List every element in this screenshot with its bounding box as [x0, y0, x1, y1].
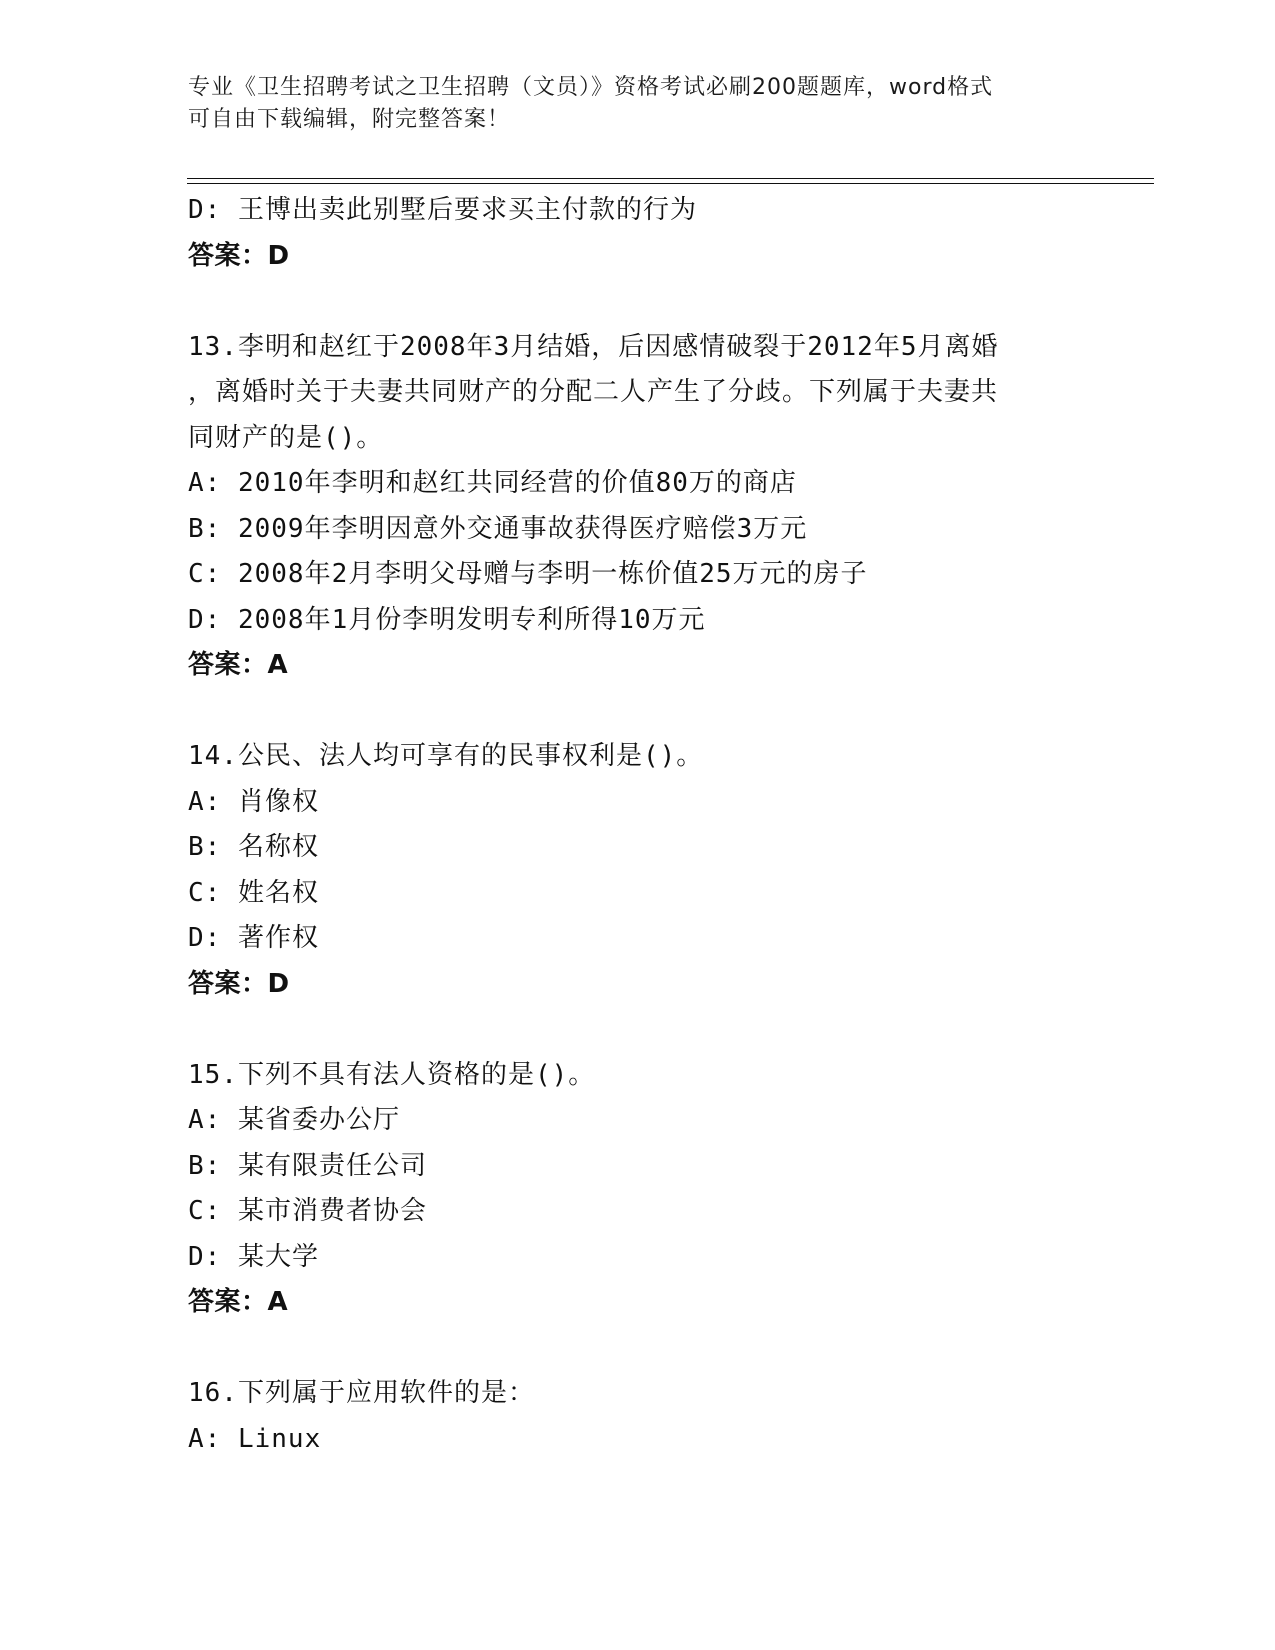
question-16-option-a: A: Linux: [188, 1423, 322, 1454]
question-14-option-b: B: 名称权: [188, 832, 319, 862]
question-13-answer: 答案：A: [188, 650, 289, 680]
header-divider-bottom: [187, 183, 1154, 184]
question-list: [188, 188, 1088, 1462]
question-14-answer: 答案：D: [188, 968, 290, 999]
question-13: [188, 325, 1088, 689]
question-14-option-c: C: 姓名权: [188, 877, 319, 908]
page-header: [188, 72, 1088, 136]
question-15-stem: 15.下列不具有法人资格的是()。: [188, 1059, 596, 1090]
question-13-option-a: A: 2010年李明和赵红共同经营的价值80万的商店: [188, 468, 797, 498]
question-15-option-a: A: 某省委办公厅: [188, 1105, 400, 1135]
question-14: [188, 734, 1088, 1007]
question-13-option-b: B: 2009年李明因意外交通事故获得医疗赔偿3万元: [188, 513, 808, 544]
question-13-stem-line-3: 同财产的是()。: [188, 422, 384, 453]
question-16-stem: 16.下列属于应用软件的是：: [188, 1378, 535, 1408]
spacer: [188, 1326, 1088, 1372]
question-13-option-d: D: 2008年1月份李明发明专利所得10万元: [188, 604, 706, 635]
question-15: [188, 1053, 1088, 1326]
question-13-stem-line-1: 13.李明和赵红于2008年3月结婚，后因感情破裂于2012年5月离婚: [188, 331, 999, 362]
header-divider-top: [187, 178, 1154, 179]
question-14-option-a: A: 肖像权: [188, 786, 319, 817]
question-12-tail: [188, 188, 1088, 279]
question-15-option-d: D: 某大学: [188, 1241, 319, 1272]
question-13-stem-line-2: ，离婚时关于夫妻共同财产的分配二人产生了分歧。下列属于夫妻共: [188, 377, 999, 407]
question-14-option-d: D: 著作权: [188, 923, 319, 953]
question-12-answer: 答案：D: [188, 240, 290, 271]
header-title-line-1: 专业《卫生招聘考试之卫生招聘（文员）》资格考试必刷200题题库，word格式: [188, 75, 994, 100]
question-13-option-c: C: 2008年2月李明父母赠与李明一栋价值25万元的房子: [188, 559, 868, 589]
header-title-line-2: 可自由下载编辑，附完整答案！: [188, 107, 511, 132]
question-14-stem: 14.公民、法人均可享有的民事权利是()。: [188, 741, 704, 771]
spacer: [188, 1007, 1088, 1053]
spacer: [188, 279, 1088, 325]
question-12-option-d: D: 王博出卖此别墅后要求买主付款的行为: [188, 195, 697, 225]
question-15-option-b: B: 某有限责任公司: [188, 1150, 427, 1181]
question-16: [188, 1371, 1088, 1462]
question-15-answer: 答案：A: [188, 1287, 289, 1317]
spacer: [188, 689, 1088, 735]
question-15-option-c: C: 某市消费者协会: [188, 1196, 427, 1226]
